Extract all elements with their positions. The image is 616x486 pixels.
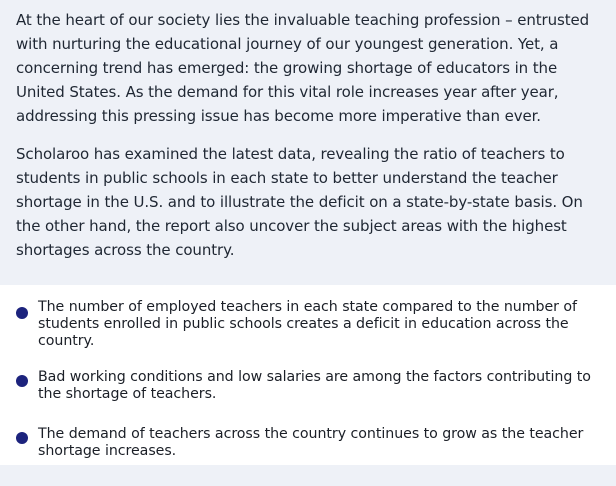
list-item-text: The number of employed teachers in each state compared to the number of students enrolled in public schools creates a deficit in education across the country. (38, 299, 577, 349)
key-findings-panel (0, 285, 616, 465)
list-item-text: The demand of teachers across the country continues to grow as the teacher shortage increases. (38, 426, 584, 459)
methodology-paragraph: Scholaroo has examined the latest data, revealing the ratio of teachers to students in public schools in each state to better understand the teacher shortage in the U.S. and to illustrate the deficit on a state-by-state basis. On the other hand, the report also uncover the subject areas with the highest shortages across the country. (16, 145, 583, 259)
intro-paragraph: At the heart of our society lies the invaluable teaching profession – entrusted with nurturing the educational journey of our youngest generation. Yet, a concerning trend has emerged: the growing shortage of educators in the United States. As the demand for this vital role increases year after year, addressing this pressing issue has become more imperative than ever. (16, 11, 590, 125)
list-item-text: Bad working conditions and low salaries are among the factors contributing to the shortage of teachers. (38, 369, 591, 402)
bullet-dot-icon (16, 307, 28, 319)
bullet-dot-icon (16, 375, 28, 387)
bullet-dot-icon (16, 432, 28, 444)
